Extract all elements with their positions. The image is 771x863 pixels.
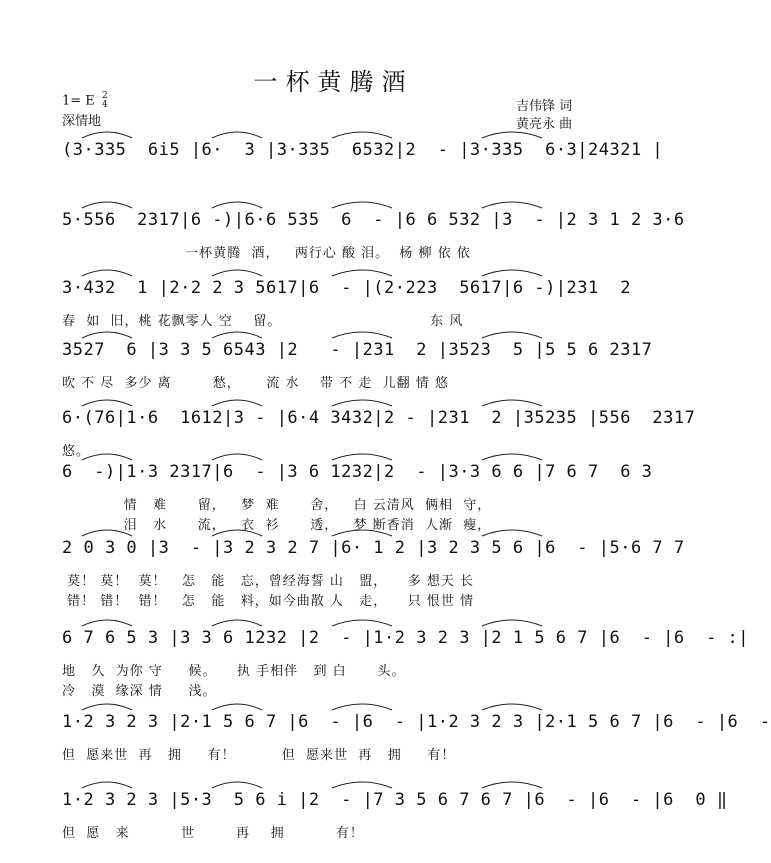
slur-arc [82, 782, 132, 788]
slur-arc [82, 270, 132, 276]
slur-arc [482, 782, 542, 788]
slur-marks [62, 326, 602, 340]
slur-arc [482, 530, 542, 536]
notation-line: 6·(76|1·6 1612|3 - |6·4 3432|2 - |231 2 |35235 |556 2317 [62, 408, 602, 428]
slur-arc [212, 782, 262, 788]
lyrics-line: 春 如 旧，桃 花飘零人 空 留。 东 风 [62, 314, 464, 329]
notation-line: 5·556 2317|6 -)|6·6 535 6 - |6 6 532 |3 - |2 3 1 2 3·6 [62, 210, 602, 230]
time-bottom: 4 [101, 100, 108, 110]
slur-arc [332, 704, 392, 710]
notation-line: 6 -)|1·3 2317|6 - |3 6 1232|2 - |3·3 6 6 |7 6 7 6 3 [62, 462, 602, 482]
slur-marks [62, 614, 602, 628]
slur-arc [332, 132, 392, 138]
lyrics-line: 悠。 [62, 444, 91, 459]
notation-line: 3·432 1 |2·2 2 3 5617|6 - |(2·223 5617|6 -)|231 2 [62, 278, 602, 298]
slur-arc [332, 202, 392, 208]
lyricist-credit: 吉伟锋 词 [516, 99, 573, 114]
slur-arc [212, 132, 262, 138]
composer-credit: 黄亮永 曲 [516, 117, 573, 132]
slur-arc [82, 132, 132, 138]
slur-marks [62, 448, 602, 462]
slur-arc [482, 400, 542, 406]
song-title: 一杯黄腾酒 [253, 68, 414, 96]
lyrics-line: 冷 漠 缘深 情 浅。 [62, 684, 217, 699]
key-label: 1= E [62, 93, 95, 109]
time-top: 2 [101, 91, 108, 101]
lyrics-line: 地 久 为你 守 候。 执 手相伴 到 白 头。 [62, 664, 406, 679]
notation-line: 1·2 3 2 3 |2·1 5 6 7 |6 - |6 - |1·2 3 2 3 |2·1 5 6 7 |6 - |6 - [62, 712, 602, 732]
slur-arc [332, 332, 392, 338]
slur-arc [82, 332, 132, 338]
slur-arc [212, 270, 262, 276]
slur-marks [62, 126, 602, 140]
slur-marks [62, 264, 602, 278]
slur-arc [212, 400, 262, 406]
lyrics-line: 但 愿来世 再 拥 有！ 但 愿来世 再 拥 有！ [62, 748, 456, 763]
slur-arc [482, 704, 542, 710]
slur-arc [82, 530, 132, 536]
slur-arc [332, 620, 392, 626]
slur-arc [212, 202, 262, 208]
slur-marks [62, 394, 602, 408]
slur-arc [332, 400, 392, 406]
slur-arc [82, 454, 132, 460]
slur-arc [482, 270, 542, 276]
slur-arc [332, 270, 392, 276]
slur-arc [82, 620, 132, 626]
slur-arc [212, 454, 262, 460]
slur-marks [62, 196, 602, 210]
slur-arc [212, 620, 262, 626]
slur-arc [482, 454, 542, 460]
key-signature [62, 92, 108, 110]
slur-arc [212, 530, 262, 536]
slur-arc [482, 202, 542, 208]
slur-arc [82, 202, 132, 208]
lyrics-line: 错！ 错！ 错！ 怎 能 料，如今曲散 人 走， 只 恨世 情 [62, 594, 475, 609]
lyrics-line: 情 难 留， 梦 难 舍， 白 云清风 俩相 守， [62, 498, 492, 513]
lyrics-line: 莫！ 莫！ 莫！ 怎 能 忘，曾经海誓 山 盟， 多 想天 长 [62, 574, 475, 589]
slur-arc [332, 454, 392, 460]
slur-arc [482, 332, 542, 338]
slur-arc [482, 620, 542, 626]
slur-arc [332, 530, 392, 536]
slur-marks [62, 524, 602, 538]
slur-arc [482, 132, 542, 138]
notation-line: 6 7 6 5 3 |3 3 6 1232 |2 - |1·2 3 2 3 |2 1 5 6 7 |6 - |6 - :| [62, 628, 602, 648]
notation-line: 1·2 3 2 3 |5·3 5 6 i |2 - |7 3 5 6 7 6 7 |6 - |6 - |6 0 ‖ [62, 790, 602, 810]
slur-arc [212, 332, 262, 338]
notation-line: 3527 6 |3 3 5 6543 |2 - |231 2 |3523 5 |5 5 6 2317 [62, 340, 602, 360]
lyrics-line: 但 愿 来 世 再 拥 有！ [62, 826, 364, 841]
tempo-mood: 深情地 [62, 114, 102, 129]
slur-arc [82, 400, 132, 406]
slur-marks [62, 776, 602, 790]
slur-marks [62, 698, 602, 712]
notation-line: (3·335 6i5 |6· 3 |3·335 6532|2 - |3·335 6·3|24321 | [62, 140, 602, 160]
slur-arc [332, 782, 392, 788]
lyrics-line: 吹 不 尽 多少 离 愁， 流 水 带 不 走 儿翻 情 悠 [62, 376, 449, 391]
slur-arc [82, 704, 132, 710]
notation-line: 2 0 3 0 |3 - |3 2 3 2 7 |6· 1 2 |3 2 3 5 6 |6 - |5·6 7 7 [62, 538, 602, 558]
lyrics-line: 一杯黄腾 酒， 两行心 酸 泪。 杨 柳 依 依 [62, 246, 471, 261]
lyrics-line: 泪 水 流， 衣 衫 透， 梦 断香消 人渐 瘦， [62, 518, 492, 533]
slur-arc [212, 704, 262, 710]
time-signature [102, 92, 108, 110]
